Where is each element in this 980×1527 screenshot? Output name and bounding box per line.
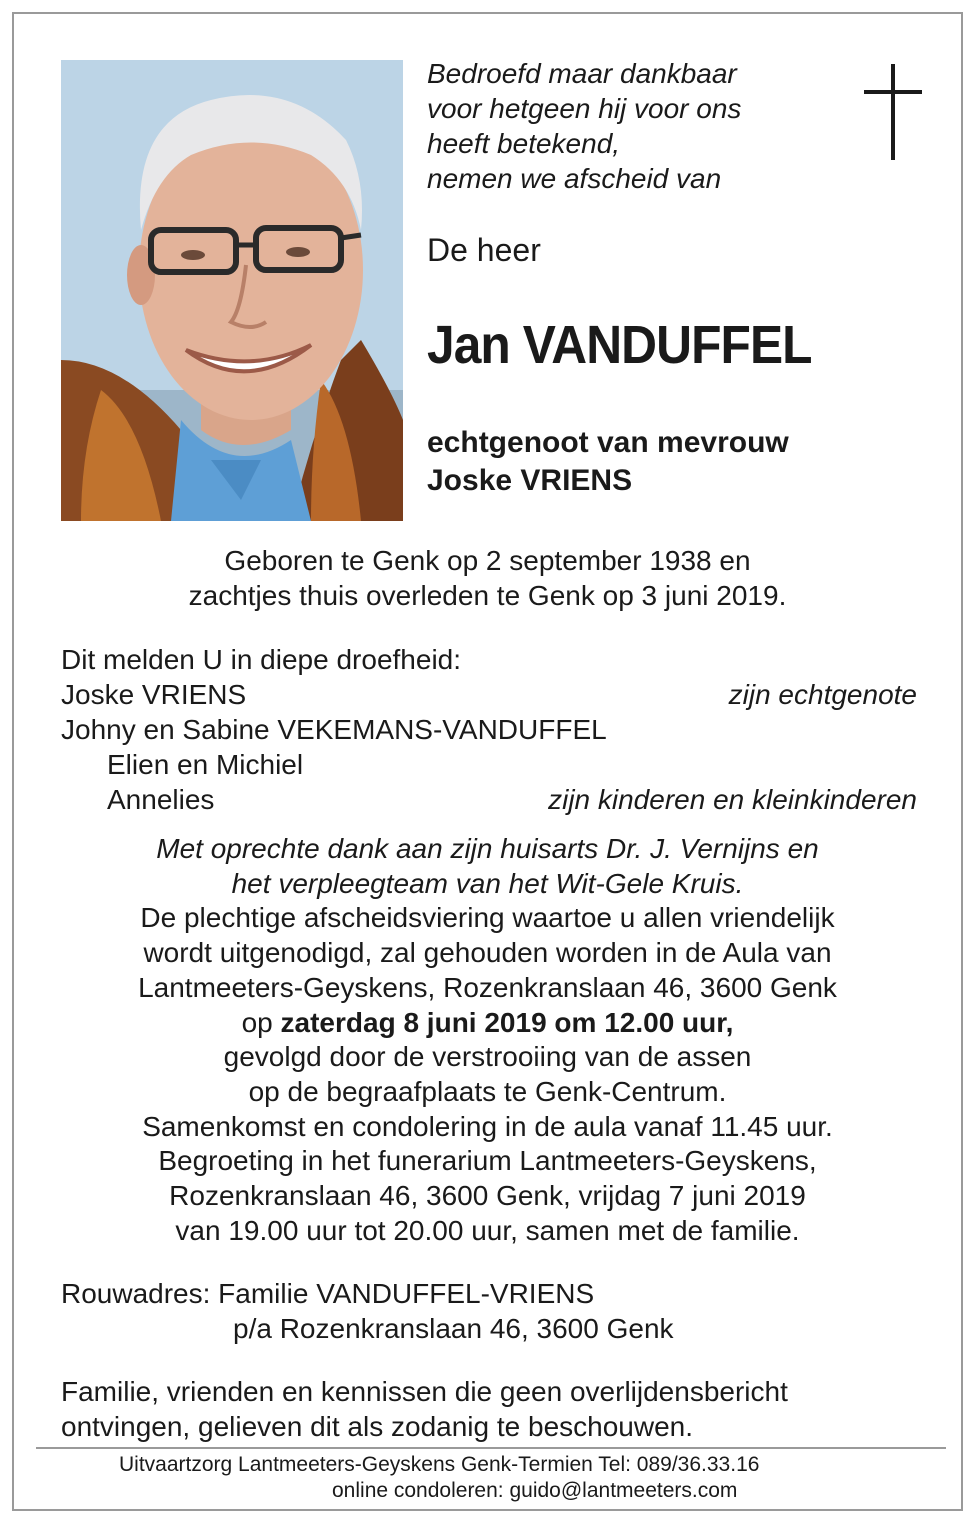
mourner-name: Johny en Sabine VEKEMANS-VANDUFFEL [61, 714, 607, 745]
list-item [61, 747, 917, 782]
mourners-list [61, 642, 917, 817]
mourner-relation: zijn echtgenote [728, 679, 917, 710]
intro-line: Bedroefd maar dankbaar [427, 58, 737, 89]
condolence-email-line: online condoleren: guido@lantmeeters.com [332, 1479, 738, 1502]
family-note [61, 1374, 788, 1444]
ceremony-op: op [241, 1006, 273, 1038]
footer-divider [36, 1447, 946, 1449]
died-line: zachtjes thuis overleden te Genk op 3 juni 2019. [188, 579, 787, 611]
family-note-line: Familie, vrienden en kennissen die geen overlijdensbericht [61, 1376, 788, 1407]
intro-line: heeft betekend, [427, 128, 621, 159]
ceremony-line: Rozenkranslaan 46, 3600 Genk, vrijdag 7 juni 2019 [169, 1180, 806, 1212]
born-line: Geboren te Genk op 2 september 1938 en [224, 545, 751, 576]
ceremony-line: Begroeting in het funerarium Lantmeeters-Geyskens, [158, 1145, 817, 1177]
ceremony-line: Lantmeeters-Geyskens, Rozenkranslaan 46, 3600 Genk [138, 971, 837, 1003]
mourning-address [61, 1276, 674, 1346]
ceremony-line: op de begraafplaats te Genk-Centrum. [248, 1075, 727, 1107]
birth-death-text [14, 544, 961, 613]
title-prefix: De heer [427, 232, 541, 268]
spouse-info [427, 424, 789, 500]
list-item [61, 677, 917, 712]
ceremony-line: De plechtige afscheidsviering waartoe u allen vriendelijk [140, 902, 835, 934]
portrait-photo [61, 60, 403, 521]
spouse-name: Joske VRIENS [427, 464, 633, 497]
ceremony-line: wordt uitgenodigd, zal gehouden worden in de Aula van [143, 937, 832, 969]
mourner-name: Joske VRIENS [61, 679, 247, 710]
ceremony-date-line [14, 1006, 961, 1041]
family-note-line: ontvingen, gelieven dit als zodanig te beschouwen. [61, 1411, 693, 1442]
mourner-name: Annelies [107, 784, 215, 815]
mourner-relation: zijn kinderen en kleinkinderen [548, 784, 917, 815]
mourner-name: Elien en Michiel [107, 749, 304, 780]
intro-line: nemen we afscheid van [427, 163, 722, 194]
ceremony-line: van 19.00 uur tot 20.00 uur, samen met de familie. [175, 1214, 800, 1246]
cross-icon [864, 64, 922, 165]
spouse-line: echtgenoot van mevrouw [427, 426, 789, 459]
thanks-line: Met oprechte dank aan zijn huisarts Dr. J. Vernijns en [156, 833, 819, 864]
list-item [61, 782, 917, 817]
thanks-line: het verpleegteam van het Wit-Gele Kruis. [231, 867, 744, 899]
list-item [61, 712, 917, 747]
ceremony-text [14, 832, 961, 1248]
address-line: Rouwadres: Familie VANDUFFEL-VRIENS [61, 1278, 595, 1309]
deceased-name: Jan VANDUFFEL [427, 315, 812, 375]
mourners-heading: Dit melden U in diepe droefheid: [61, 644, 462, 675]
footer [14, 1452, 961, 1504]
ceremony-date: zaterdag 8 juni 2019 om 12.00 uur, [280, 1006, 734, 1038]
intro-text [427, 56, 741, 196]
ceremony-line: Samenkomst en condolering in de aula vanaf 11.45 uur. [142, 1110, 833, 1142]
obituary-card [12, 12, 963, 1511]
intro-line: voor hetgeen hij voor ons [427, 93, 742, 124]
funeral-home-line: Uitvaartzorg Lantmeeters-Geyskens Genk-Termien Tel: 089/36.33.16 [119, 1453, 760, 1476]
ceremony-line: gevolgd door de verstrooiing van de assen [223, 1041, 752, 1073]
address-line: p/a Rozenkranslaan 46, 3600 Genk [233, 1313, 674, 1344]
